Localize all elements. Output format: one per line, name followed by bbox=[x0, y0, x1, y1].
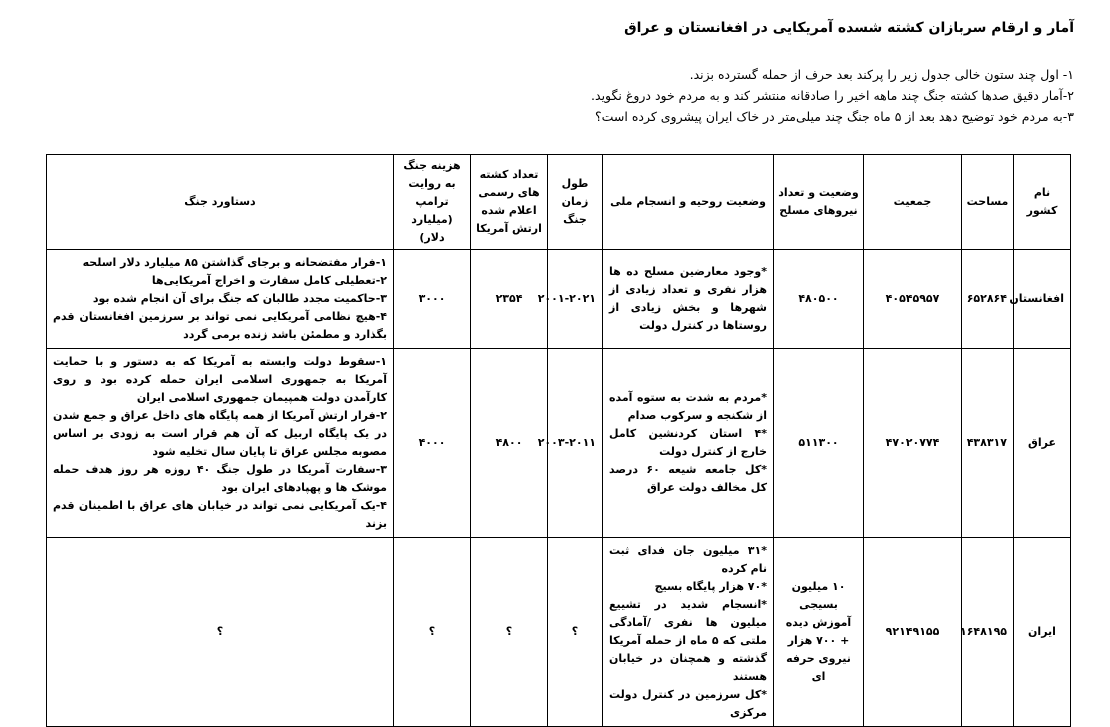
cell-area: ۶۵۲۸۶۴ bbox=[962, 250, 1014, 349]
morale-line: *انسجام شدید در تشییع میلیون ها نفری /آمادگی ملتی که ۵ ماه از حمله آمریکا گذشته و همچنان در خیابان هستند bbox=[609, 598, 767, 683]
cell-duration: ۲۰۰۱-۲۰۲۱ bbox=[548, 250, 603, 349]
comparison-table bbox=[46, 154, 1071, 727]
outcome-line: ۴-یک آمریکایی نمی تواند در خیابان های عراق با اطمینان قدم بزند bbox=[53, 499, 387, 530]
outcome-line: ؟ bbox=[216, 625, 224, 638]
outcome-line: ۳-حاکمیت مجدد طالبان که جنگ برای آن انجام شده بود bbox=[92, 292, 387, 305]
cell-country: عراق bbox=[1014, 349, 1071, 538]
cell-morale bbox=[603, 250, 774, 349]
table-row bbox=[47, 349, 1071, 538]
instruction-list bbox=[591, 64, 1074, 127]
cell-cost: ۳۰۰۰ bbox=[394, 250, 471, 349]
cell-outcome bbox=[47, 349, 394, 538]
morale-line: *مردم به شدت به ستوه آمده از شکنجه و سرکوب صدام bbox=[609, 391, 767, 422]
outcome-line: ۲-تعطیلی کامل سفارت و اخراج آمریکایی‌ها bbox=[151, 274, 387, 287]
cell-population: ۴۷۰۲۰۷۷۴ bbox=[864, 349, 962, 538]
page-title: آمار و ارقام سربازان کشته شسده آمریکایی در افغانستان و عراق bbox=[624, 20, 1074, 36]
header-outcome: دستاورد جنگ bbox=[47, 155, 394, 250]
cell-killed: ؟ bbox=[471, 538, 548, 727]
header-forces: وضعیت و تعداد نیروهای مسلح bbox=[774, 155, 864, 250]
instruction-item: ۳-به مردم خود توضیح دهد بعد از ۵ ماه جنگ چند میلی‌متر در خاک ایران پیشروی کرده است؟ bbox=[595, 109, 1074, 124]
cell-cost: ؟ bbox=[394, 538, 471, 727]
header-area: مساحت bbox=[962, 155, 1014, 250]
cell-duration: ؟ bbox=[548, 538, 603, 727]
header-cost: هزینه جنگ به روایت ترامپ (میلیارد دلار) bbox=[394, 155, 471, 250]
outcome-line: ۲-فرار ارتش آمریکا از همه پایگاه های داخل عراق و جمع شدن در یک پایگاه اربیل که آن هم قرار است به زودی بر اساس مصوبه مجلس عراق تا پایان سال تخلیه شود bbox=[53, 409, 387, 458]
cell-forces: ۱۰ میلیون بسیجی آموزش دیده + ۷۰۰ هزار نیروی حرفه ای bbox=[774, 538, 864, 727]
outcome-line: ۳-سفارت آمریکا در طول جنگ ۴۰ روزه هر روز هدف حمله موشک ها و پهپادهای ایران بود bbox=[53, 463, 387, 494]
header-morale: وضعیت روحیه و انسجام ملی bbox=[603, 155, 774, 250]
cell-country: افغانستان bbox=[1014, 250, 1071, 349]
outcome-line: ۱-سقوط دولت وابسته به آمریکا که به دستور و با حمایت آمریکا به جمهوری اسلامی ایران حمله کرده بود و روی کارآمدن دولت همپیمان جمهوری اسلامی ایران bbox=[53, 355, 387, 404]
cell-killed: ۴۸۰۰ bbox=[471, 349, 548, 538]
cell-area: ۴۳۸۳۱۷ bbox=[962, 349, 1014, 538]
morale-line: *۳۱ میلیون جان فدای ثبت نام کرده bbox=[609, 544, 767, 575]
morale-line: *۴ استان کردنشین کامل خارج از کنترل دولت bbox=[609, 427, 767, 458]
header-population: جمعیت bbox=[864, 155, 962, 250]
table-row bbox=[47, 250, 1071, 349]
morale-line: *۷۰ هزار پایگاه بسیج bbox=[654, 580, 767, 593]
morale-line: *کل سرزمین در کنترل دولت مرکزی bbox=[609, 688, 767, 719]
instruction-item: ۲-آمار دقیق صدها کشته جنگ چند ماهه اخیر را صادقانه منتشر کند و به مردم خود دروغ نگوید. bbox=[591, 88, 1074, 103]
cell-outcome bbox=[47, 538, 394, 727]
cell-morale bbox=[603, 538, 774, 727]
cell-population: ۴۰۵۴۵۹۵۷ bbox=[864, 250, 962, 349]
header-country: نام کشور bbox=[1014, 155, 1071, 250]
cell-area: ۱۶۴۸۱۹۵ bbox=[962, 538, 1014, 727]
header-killed: تعداد کشته های رسمی اعلام شده ارتش آمریکا bbox=[471, 155, 548, 250]
cell-morale bbox=[603, 349, 774, 538]
table-header-row bbox=[47, 155, 1071, 250]
outcome-line: ۱-فرار مفتضحانه و برجای گذاشتن ۸۵ میلیارد دلار اسلحه bbox=[82, 256, 387, 269]
outcome-line: ۴-هیچ نظامی آمریکایی نمی تواند بر سرزمین افغانستان قدم بگذارد و مطمئن باشد زنده برمی گردد bbox=[53, 310, 387, 341]
morale-line: *وجود معارضین مسلح ده ها هزار نفری و تعداد زیادی از شهرها و بخش زیادی از روستاها در کنترل دولت bbox=[609, 265, 767, 332]
cell-outcome bbox=[47, 250, 394, 349]
cell-forces: ۵۱۱۳۰۰ bbox=[774, 349, 864, 538]
cell-forces: ۴۸۰۵۰۰ bbox=[774, 250, 864, 349]
cell-cost: ۴۰۰۰ bbox=[394, 349, 471, 538]
cell-duration: ۲۰۰۳-۲۰۱۱ bbox=[548, 349, 603, 538]
cell-killed: ۲۳۵۴ bbox=[471, 250, 548, 349]
cell-country: ایران bbox=[1014, 538, 1071, 727]
cell-population: ۹۲۱۴۹۱۵۵ bbox=[864, 538, 962, 727]
table-row bbox=[47, 538, 1071, 727]
morale-line: *کل جامعه شیعه ۶۰ درصد کل مخالف دولت عراق bbox=[609, 463, 767, 494]
header-duration: طول زمان جنگ bbox=[548, 155, 603, 250]
instruction-item: ۱- اول چند ستون خالی جدول زیر را پرکند بعد حرف از حمله گسترده بزند. bbox=[689, 67, 1074, 82]
